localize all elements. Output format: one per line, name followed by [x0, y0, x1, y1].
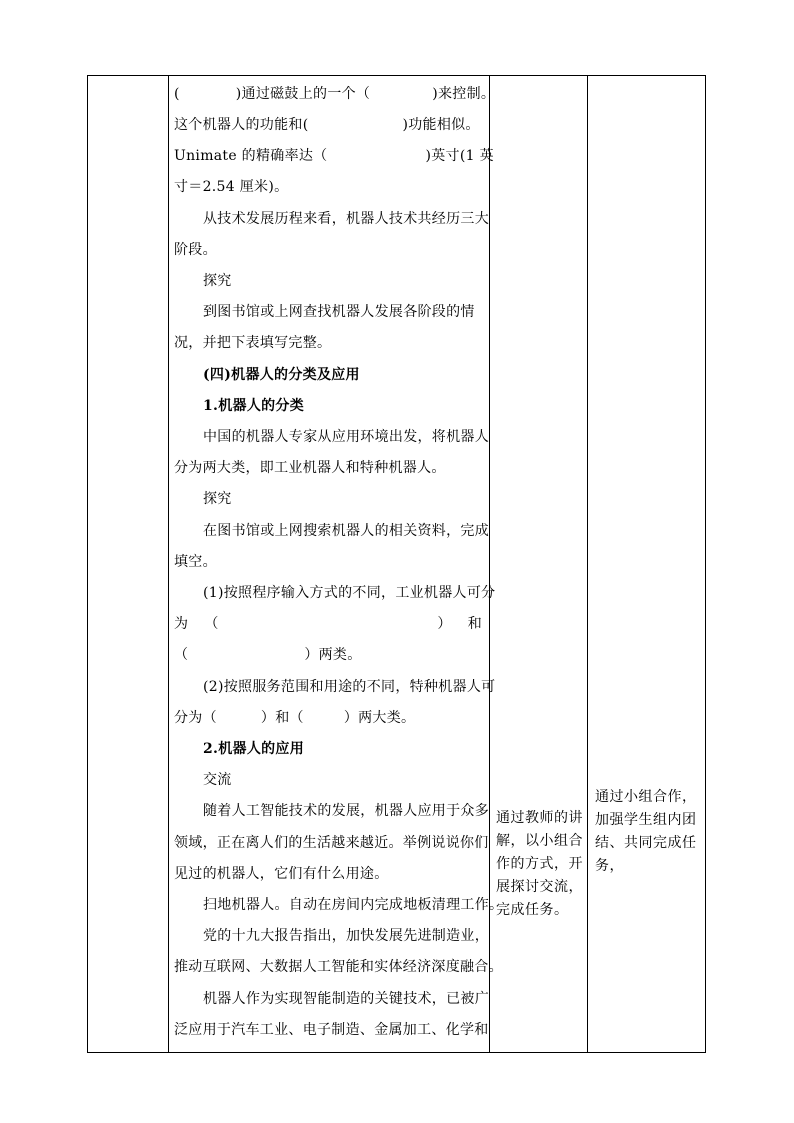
text-line: (1)按照程序输入方式的不同，工业机器人可分	[203, 585, 496, 601]
text-line: 阶段。	[174, 242, 217, 258]
text-line: 为 （ ） 和	[174, 616, 482, 632]
teacher-activity-line: 作的方式，开	[496, 856, 583, 872]
text-line: 扫地机器人。自动在房间内完成地板清理工作。	[203, 897, 504, 913]
text-line: 泛应用于汽车工业、电子制造、金属加工、化学和	[174, 1022, 489, 1038]
section-heading: 1.机器人的分类	[203, 398, 305, 414]
teacher-activity-line: 展探讨交流，	[496, 879, 583, 895]
text-line: 从技术发展历程来看，机器人技术共经历三大	[203, 211, 489, 227]
text-line: 寸＝2.54 厘米)。	[174, 179, 289, 195]
text-line: 分为两大类，即工业机器人和特种机器人。	[174, 460, 446, 476]
text-line: 探究	[203, 273, 232, 289]
text-line: 随着人工智能技术的发展，机器人应用于众多	[203, 803, 489, 819]
teacher-activity-column	[496, 807, 586, 922]
text-line: (2)按照服务范围和用途的不同，特种机器人可	[203, 679, 496, 695]
text-line: 交流	[203, 772, 232, 788]
text-line: 填空。	[174, 554, 217, 570]
teacher-activity-line: 完成任务。	[496, 902, 569, 918]
text-line: ( )通过磁鼓上的一个（ )来控制。	[174, 86, 496, 102]
text-line: 领域，正在离人们的生活越来越近。举例说说你们	[174, 835, 489, 851]
text-line: 这个机器人的功能和( )功能相似。	[174, 117, 480, 133]
text-line: 中国的机器人专家从应用环境出发，将机器人	[203, 429, 489, 445]
design-intent-line: 通过小组合作，	[595, 789, 697, 805]
column-divider-3	[587, 76, 588, 1052]
column-divider-1	[168, 76, 169, 1052]
text-line: Unimate 的精确率达（ )英寸(1 英	[174, 148, 494, 164]
text-line: 在图书馆或上网搜索机器人的相关资料，完成	[203, 523, 489, 539]
text-line: 分为（ ）和（ ）两大类。	[174, 710, 416, 726]
text-line: 机器人作为实现智能制造的关键技术，已被广	[203, 991, 489, 1007]
text-line: 到图书馆或上网查找机器人发展各阶段的情	[203, 304, 475, 320]
section-heading: 2.机器人的应用	[203, 741, 305, 757]
section-heading: (四)机器人的分类及应用	[203, 367, 360, 383]
teacher-activity-line: 解，以小组合	[496, 833, 583, 849]
text-line: 党的十九大报告指出，加快发展先进制造业，	[203, 928, 489, 944]
text-line: （ ）两类。	[174, 647, 362, 663]
lesson-table	[87, 75, 706, 1053]
design-intent-column	[595, 786, 707, 878]
text-line: 见过的机器人，它们有什么用途。	[174, 866, 389, 882]
design-intent-line: 结、共同完成任	[595, 835, 697, 851]
design-intent-line: 加强学生组内团	[595, 812, 697, 828]
text-line: 探究	[203, 491, 232, 507]
text-line: 推动互联网、大数据人工智能和实体经济深度融合。	[174, 959, 503, 975]
teacher-activity-line: 通过教师的讲	[496, 810, 583, 826]
text-line: 况，并把下表填写完整。	[174, 335, 332, 351]
design-intent-line: 务，	[595, 858, 624, 874]
